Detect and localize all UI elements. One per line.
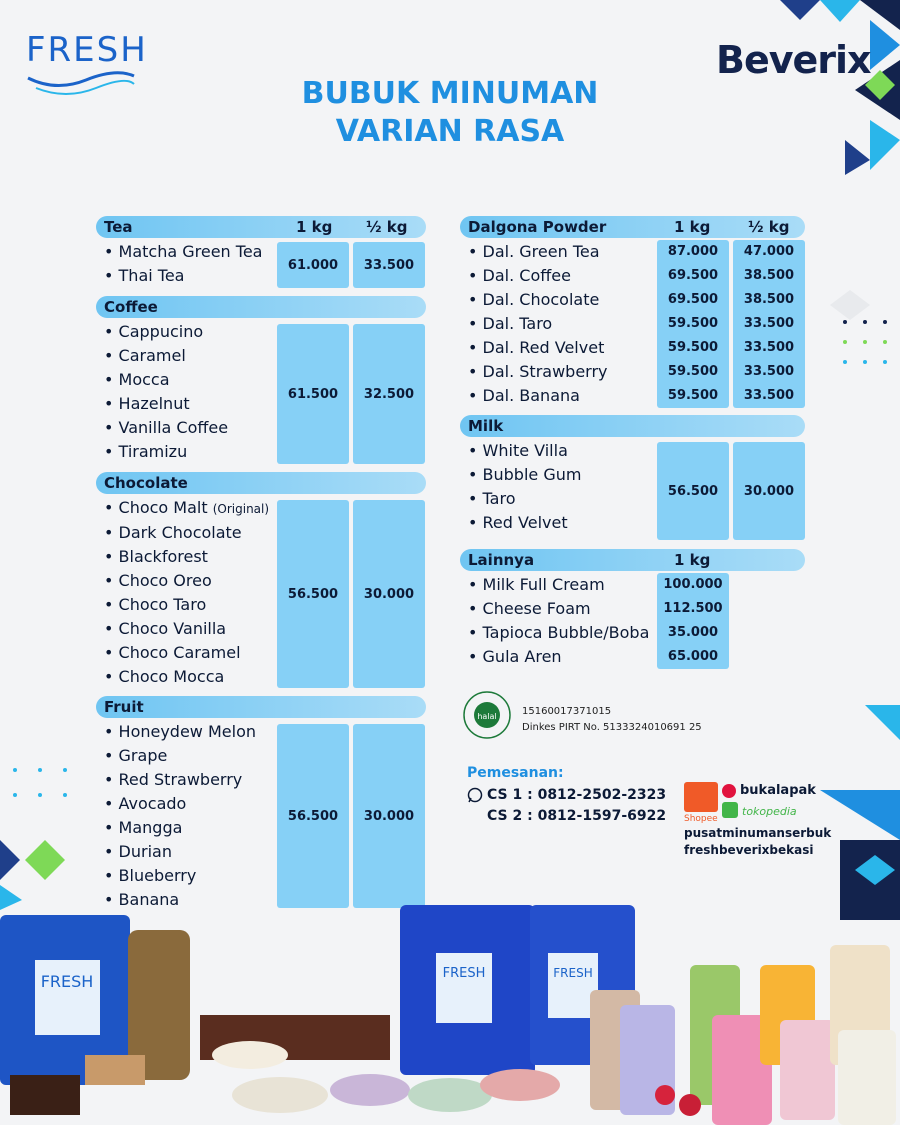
list-item: • Choco Taro — [104, 593, 269, 617]
list-item: • Milk Full Cream — [468, 573, 649, 597]
list-item: • Mangga — [104, 816, 256, 840]
cs1-contact[interactable]: CS 1 : 0812-2502-2323 — [487, 787, 667, 803]
list-item: • Hazelnut — [104, 392, 228, 416]
price-cell: 33.500 — [743, 316, 795, 331]
list-item: • Dark Chocolate — [104, 521, 269, 545]
whatsapp-icon — [467, 787, 483, 803]
list-item: • Dal. Red Velvet — [468, 336, 608, 360]
list-item: • Choco Vanilla — [104, 617, 269, 641]
pirt-number: Dinkes PIRT No. 5133324010691 25 — [522, 722, 702, 733]
section-header-tea — [96, 216, 426, 238]
tokopedia-label: tokopedia — [742, 805, 797, 818]
bukalapak-label: bukalapak — [740, 783, 816, 798]
section-label-tea: Tea — [104, 218, 133, 236]
column-header-1kg: 1 kg — [296, 218, 333, 236]
list-item: • Tapioca Bubble/Boba — [468, 621, 649, 645]
list-item: • Choco Oreo — [104, 569, 269, 593]
list-item: • Cheese Foam — [468, 597, 649, 621]
fruit-list — [104, 720, 256, 912]
list-item: • Taro — [468, 487, 581, 511]
list-item: • Vanilla Coffee — [104, 416, 228, 440]
list-item: • Banana — [104, 888, 256, 912]
column-header-1kg: 1 kg — [674, 218, 711, 236]
page-title-line2: VARIAN RASA — [335, 114, 565, 149]
chocolate-list — [104, 496, 269, 689]
bukalapak-icon[interactable] — [722, 784, 736, 798]
price-fruit-half-kg: 30.000 — [353, 724, 425, 908]
shop-name-2: freshbeverixbekasi — [684, 843, 814, 857]
price-cell: 33.500 — [743, 364, 795, 379]
tokopedia-icon[interactable] — [722, 802, 738, 818]
dalgona-list — [468, 240, 608, 408]
section-header-coffee — [96, 296, 426, 318]
order-heading: Pemesanan: — [467, 765, 564, 781]
section-header-fruit — [96, 696, 426, 718]
price-cell: 69.500 — [667, 292, 719, 307]
price-cell: 100.000 — [663, 577, 723, 592]
price-cell: 59.500 — [667, 316, 719, 331]
list-item: • Red Strawberry — [104, 768, 256, 792]
price-milk-1kg: 56.500 — [657, 442, 729, 540]
price-cell: 33.500 — [743, 388, 795, 403]
list-item: • Caramel — [104, 344, 228, 368]
list-item: • Avocado — [104, 792, 256, 816]
price-coffee-half-kg: 32.500 — [353, 324, 425, 464]
section-label-chocolate: Chocolate — [104, 474, 188, 492]
price-cell: 33.500 — [743, 340, 795, 355]
price-cell: 47.000 — [743, 244, 795, 259]
price-cell: 112.500 — [663, 601, 723, 616]
price-cell: 69.500 — [667, 268, 719, 283]
section-label-milk: Milk — [468, 417, 504, 435]
list-item: • Grape — [104, 744, 256, 768]
list-item: • Gula Aren — [468, 645, 649, 669]
beverix-logo: Beverix — [716, 38, 871, 82]
section-label-lainnya: Lainnya — [468, 551, 535, 569]
section-label-coffee: Coffee — [104, 298, 158, 316]
column-header-half-kg: ½ kg — [366, 218, 408, 236]
coffee-list — [104, 320, 228, 464]
list-item: • Mocca — [104, 368, 228, 392]
price-cell: 38.500 — [743, 268, 795, 283]
price-coffee-1kg: 61.500 — [277, 324, 349, 464]
price-cell: 35.000 — [667, 625, 719, 640]
list-item: • Cappucino — [104, 320, 228, 344]
lainnya-list — [468, 573, 649, 669]
list-item: • Blueberry — [104, 864, 256, 888]
list-item: • Dal. Strawberry — [468, 360, 608, 384]
list-item: • Honeydew Melon — [104, 720, 256, 744]
list-item: • Dal. Taro — [468, 312, 608, 336]
item-label: Choco Malt — [118, 498, 208, 517]
item-note: (Original) — [212, 502, 270, 516]
list-item: • Dal. Green Tea — [468, 240, 608, 264]
list-item: • Thai Tea — [104, 264, 262, 288]
list-item: • Dal. Coffee — [468, 264, 608, 288]
product-photo-banner — [0, 905, 900, 1125]
decor-shapes-left — [0, 760, 100, 910]
list-item: • Red Velvet — [468, 511, 581, 535]
list-item: • White Villa — [468, 439, 581, 463]
cs2-contact[interactable]: CS 2 : 0812-1597-6922 — [487, 808, 667, 824]
section-label-dalgona: Dalgona Powder — [468, 218, 607, 236]
list-item: • Choco Caramel — [104, 641, 269, 665]
list-item: • Tiramizu — [104, 440, 228, 464]
list-item: • Durian — [104, 840, 256, 864]
svg-text:halal: halal — [477, 712, 497, 721]
column-header-half-kg: ½ kg — [748, 218, 790, 236]
list-item: • Blackforest — [104, 545, 269, 569]
shopee-icon[interactable] — [684, 782, 718, 812]
page-title-line1: BUBUK MINUMAN — [301, 76, 599, 111]
svg-text:FRESH: FRESH — [553, 966, 593, 980]
price-milk-half-kg: 30.000 — [733, 442, 805, 540]
price-chocolate-1kg: 56.500 — [277, 500, 349, 688]
shop-name-1: pusatminumanserbuk — [684, 826, 832, 840]
price-cell: 65.000 — [667, 649, 719, 664]
column-header-1kg: 1 kg — [674, 551, 711, 569]
price-column-dalgona-half-kg — [733, 240, 805, 408]
price-cell: 87.000 — [667, 244, 719, 259]
halal-number: 15160017371015 — [522, 706, 612, 717]
section-header-dalgona — [460, 216, 805, 238]
fresh-logo-text: FRESH — [26, 30, 148, 70]
price-cell: 59.500 — [667, 340, 719, 355]
price-cell: 59.500 — [667, 388, 719, 403]
tea-list — [104, 240, 262, 288]
price-cell: 59.500 — [667, 364, 719, 379]
price-chocolate-half-kg: 30.000 — [353, 500, 425, 688]
list-item: • Dal. Chocolate — [468, 288, 608, 312]
price-tea-1kg: 61.000 — [277, 242, 349, 288]
list-item: • Bubble Gum — [468, 463, 581, 487]
price-fruit-1kg: 56.500 — [277, 724, 349, 908]
section-header-chocolate — [96, 472, 426, 494]
price-column-dalgona-1kg — [657, 240, 729, 408]
decor-shapes-right — [820, 280, 900, 920]
list-item: • Matcha Green Tea — [104, 240, 262, 264]
section-header-lainnya — [460, 549, 805, 571]
halal-seal-icon — [462, 690, 512, 740]
section-header-milk — [460, 415, 805, 437]
shopee-label: Shopee — [684, 814, 718, 824]
svg-text:FRESH: FRESH — [40, 972, 94, 991]
svg-text:FRESH: FRESH — [442, 966, 486, 981]
milk-list — [468, 439, 581, 535]
price-tea-half-kg: 33.500 — [353, 242, 425, 288]
list-item: • Choco Mocca — [104, 665, 269, 689]
section-label-fruit: Fruit — [104, 698, 144, 716]
list-item: • Dal. Banana — [468, 384, 608, 408]
price-cell: 38.500 — [743, 292, 795, 307]
list-item — [104, 496, 269, 521]
price-column-lainnya-1kg — [657, 573, 729, 669]
